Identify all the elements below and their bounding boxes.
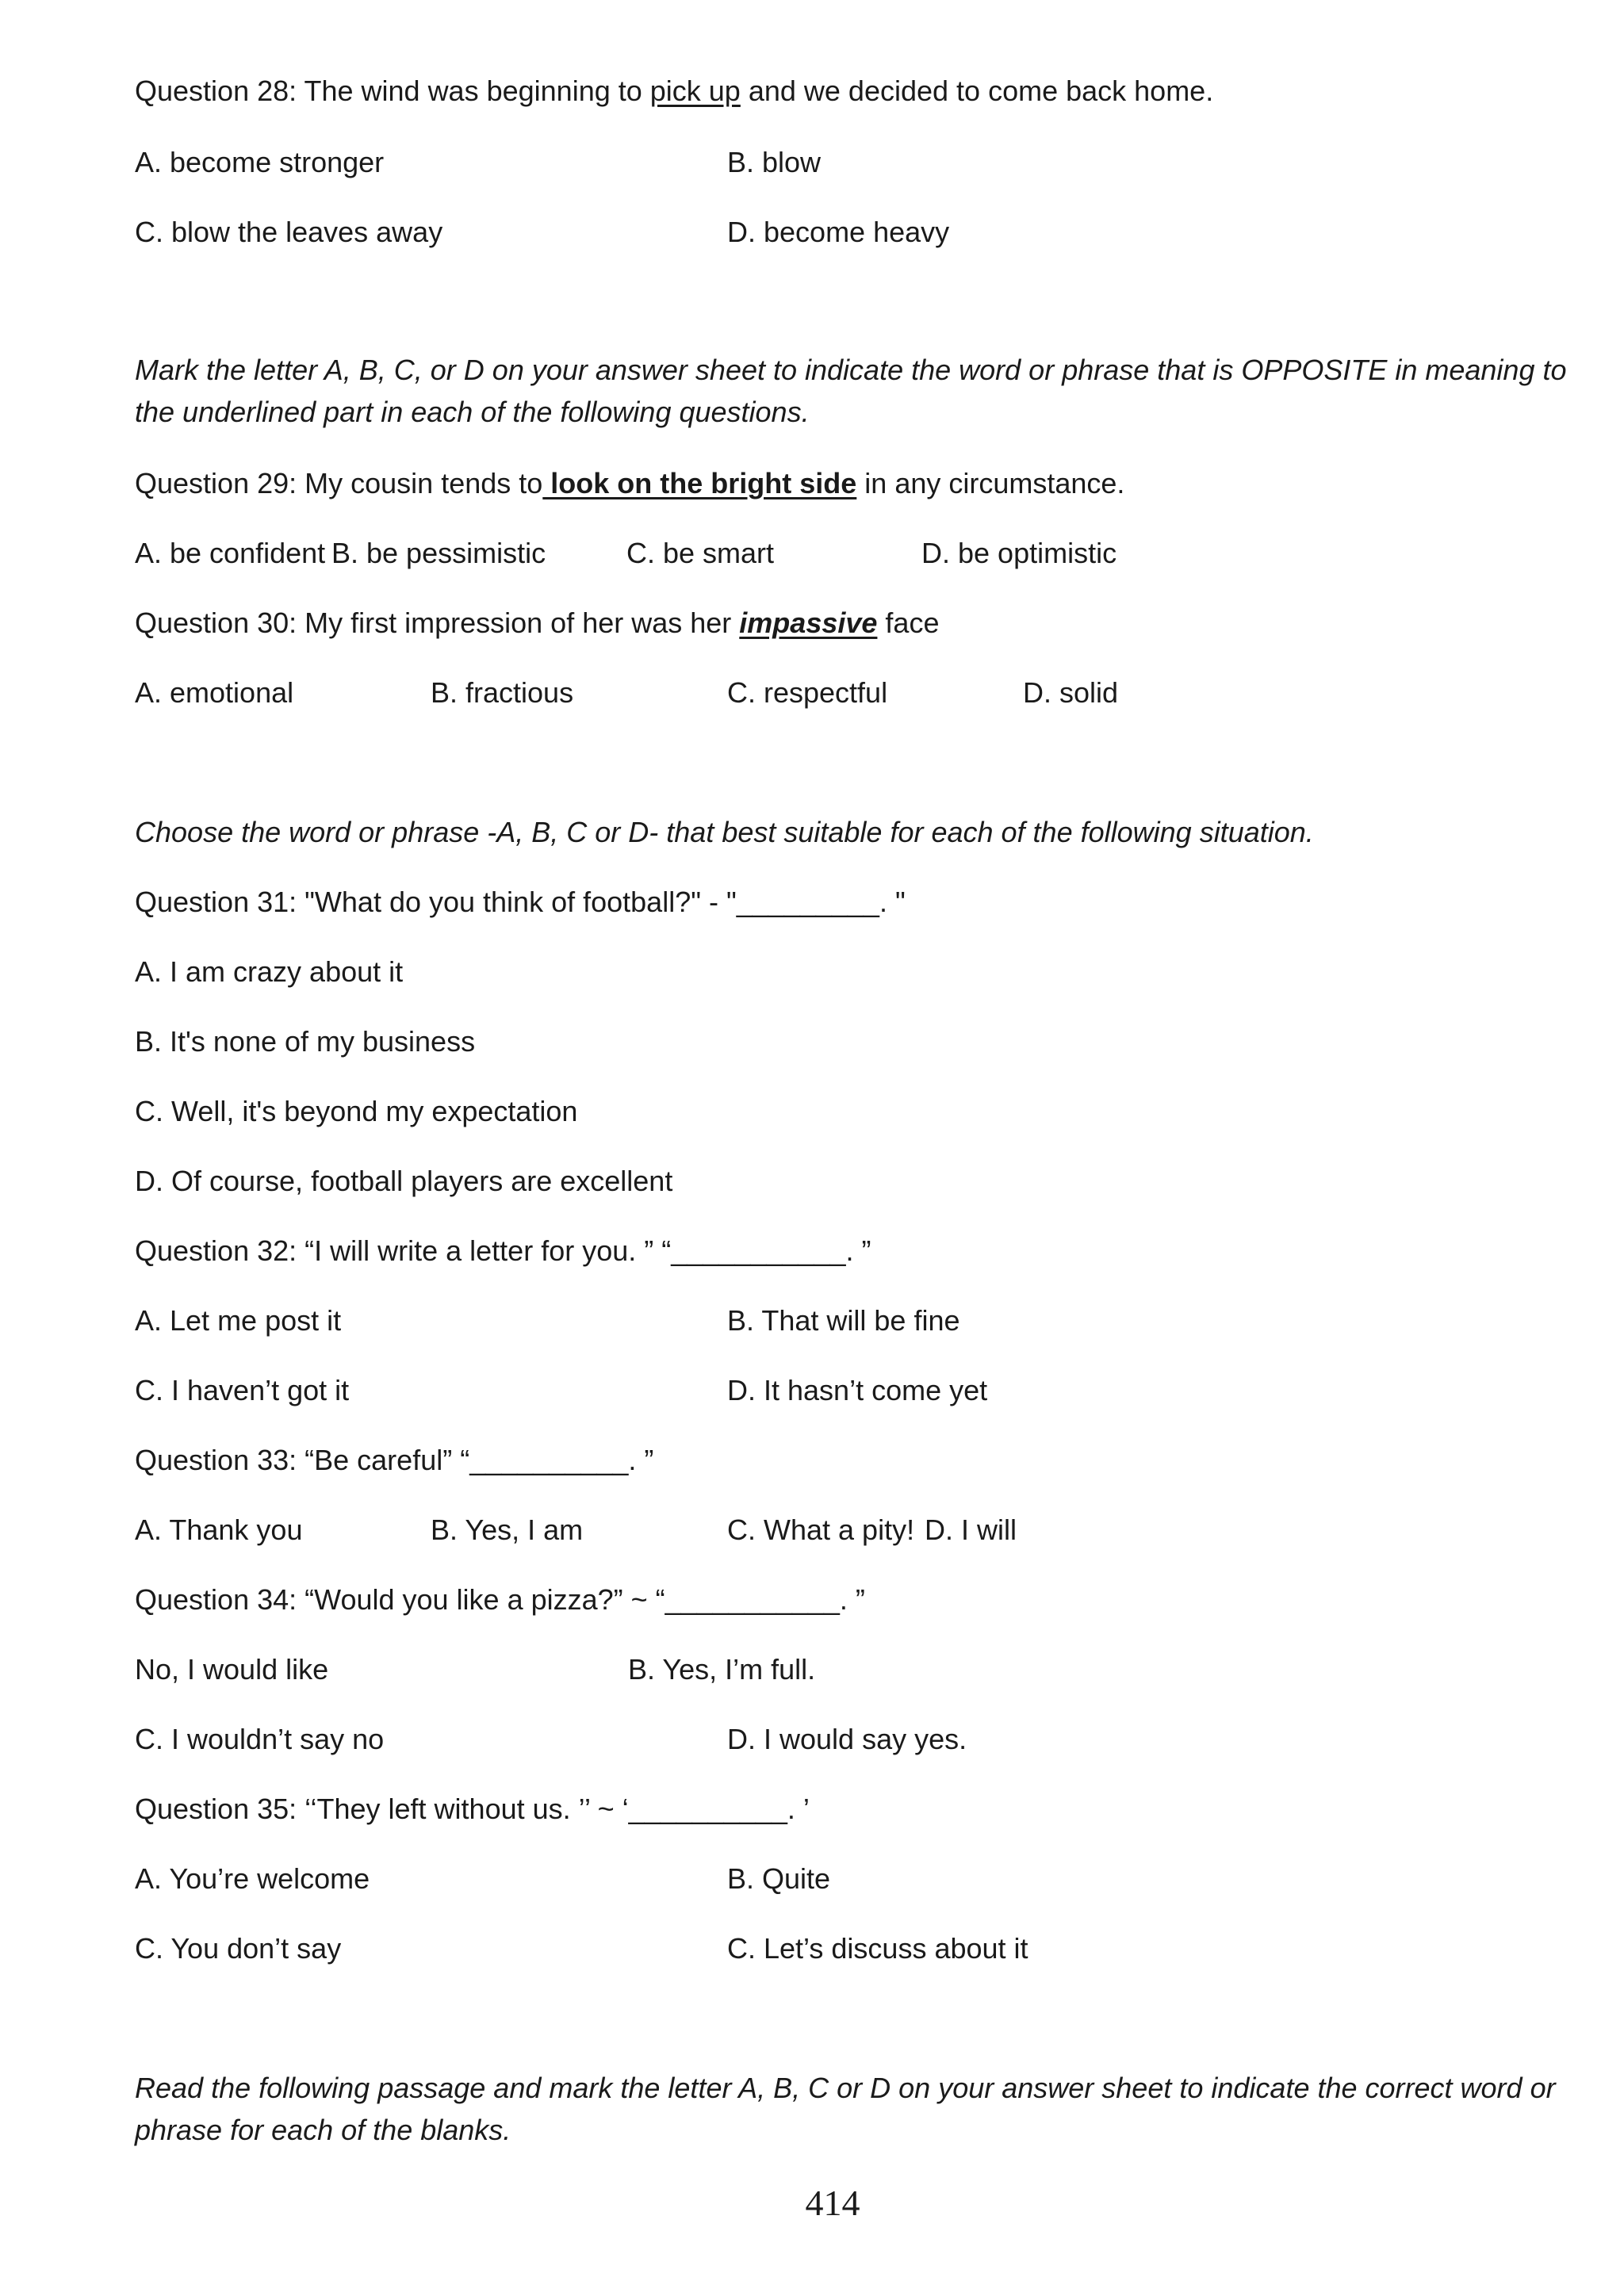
option-c: C. I haven’t got it: [135, 1374, 350, 1406]
instruction-situation: Choose the word or phrase -A, B, C or D- that best suitable for each of the following situation.: [135, 816, 1314, 848]
option-d: D. become heavy: [727, 216, 950, 248]
question-29-stem: [135, 466, 1124, 501]
option-b: B. That will be fine: [727, 1304, 960, 1337]
stem-text: Question 28: The wind was beginning to: [135, 75, 650, 107]
option-b: B. fractious: [431, 676, 574, 709]
option-b: B. be pessimistic: [331, 537, 546, 569]
stem-text: and we decided to come back home.: [740, 75, 1214, 107]
underlined-phrase: pick up: [649, 75, 741, 107]
instruction-passage-line-1: Read the following passage and mark the letter A, B, C or D on your answer sheet to indicate the correct word or: [135, 2072, 1556, 2104]
option-d: D. be optimistic: [921, 537, 1117, 569]
stem-text: face: [877, 607, 940, 639]
underlined-phrase: look on the bright side: [542, 467, 857, 499]
option-d: C. Let’s discuss about it: [727, 1932, 1028, 1965]
option-b: B. blow: [727, 146, 822, 178]
question-31-option-d: D. Of course, football players are excellent: [135, 1165, 673, 1197]
option-a: A. be confident: [135, 537, 326, 569]
option-c: C. What a pity!: [727, 1513, 915, 1546]
question-33-stem: Question 33: “Be careful” “__________. ”: [135, 1444, 654, 1476]
option-a: A. emotional: [135, 676, 294, 709]
option-d: D. I will: [925, 1513, 1017, 1546]
instruction-opposite-line-1: Mark the letter A, B, C, or D on your answer sheet to indicate the word or phrase that is OPPOSITE in meaning to: [135, 354, 1567, 386]
option-c: C. You don’t say: [135, 1932, 342, 1965]
option-a: A. become stronger: [135, 146, 385, 178]
stem-text: Question 29: My cousin tends to: [135, 467, 543, 499]
question-32-stem: Question 32: “I will write a letter for you. ” “___________. ”: [135, 1234, 871, 1267]
option-b: B. Quite: [727, 1862, 831, 1895]
question-31-stem: Question 31: "What do you think of football?" - "_________. ": [135, 886, 906, 918]
question-31-option-b: B. It's none of my business: [135, 1025, 476, 1058]
instruction-passage-line-2: phrase for each of the blanks.: [135, 2114, 511, 2146]
question-35-stem: Question 35: ‘‘They left without us. ’’ ~ ‘__________. ’: [135, 1793, 810, 1825]
option-d: D. solid: [1023, 676, 1119, 709]
stem-text: in any circumstance.: [856, 467, 1125, 499]
option-a: A. You’re welcome: [135, 1862, 370, 1895]
question-31-option-a: A. I am crazy about it: [135, 955, 404, 988]
option-a: A. Thank you: [135, 1513, 303, 1546]
question-28-stem: [135, 74, 1213, 109]
option-d: D. It hasn’t come yet: [727, 1374, 988, 1406]
option-c: C. be smart: [626, 537, 775, 569]
option-b: B. Yes, I am: [431, 1513, 584, 1546]
page-number: 414: [805, 2183, 860, 2223]
option-a: No, I would like: [135, 1653, 329, 1686]
option-b: B. Yes, I’m full.: [628, 1653, 816, 1686]
option-a: A. Let me post it: [135, 1304, 342, 1337]
option-c: C. blow the leaves away: [135, 216, 443, 248]
instruction-opposite-line-2: the underlined part in each of the following questions.: [135, 396, 810, 428]
question-30-stem: [135, 606, 939, 641]
option-c: C. I wouldn’t say no: [135, 1723, 385, 1755]
stem-text: Question 30: My first impression of her was her: [135, 607, 740, 639]
question-34-stem: Question 34: “Would you like a pizza?” ~ “___________. ”: [135, 1583, 865, 1616]
option-d: D. I would say yes.: [727, 1723, 967, 1755]
underlined-word: impassive: [739, 607, 878, 639]
option-c: C. respectful: [727, 676, 888, 709]
question-31-option-c: C. Well, it's beyond my expectation: [135, 1095, 578, 1127]
